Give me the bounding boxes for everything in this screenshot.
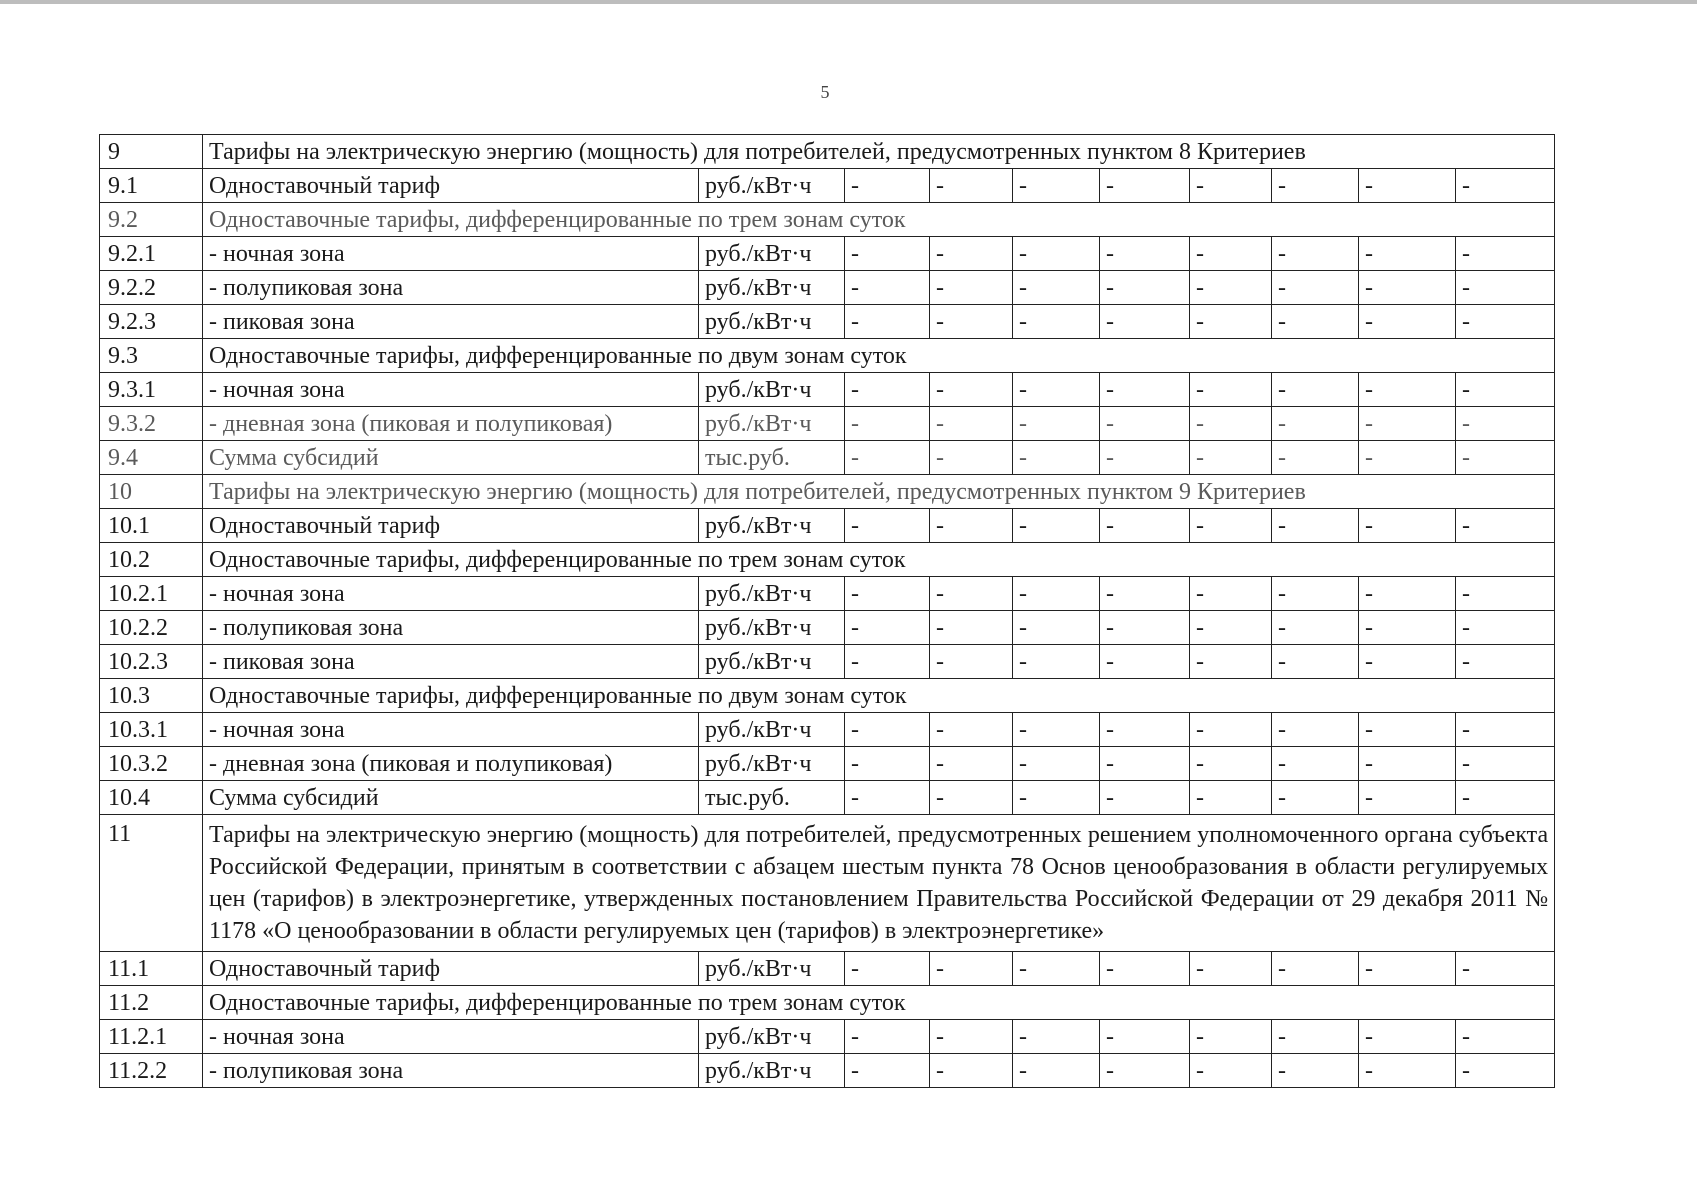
value-cell: - — [930, 781, 1013, 815]
table-row — [100, 203, 1555, 237]
row-number: 10.2.2 — [100, 611, 203, 645]
value-cell: - — [1013, 407, 1100, 441]
value-cell: - — [845, 645, 930, 679]
value-cell: - — [1190, 169, 1272, 203]
value-cell: - — [1272, 781, 1359, 815]
value-cell: - — [1190, 1054, 1272, 1088]
value-cell: - — [1190, 1020, 1272, 1054]
row-unit: руб./кВт·ч — [699, 577, 845, 611]
table-row — [100, 169, 1555, 203]
value-cell: - — [1013, 237, 1100, 271]
value-cell: - — [930, 1054, 1013, 1088]
value-cell: - — [1100, 441, 1190, 475]
value-cell: - — [1100, 713, 1190, 747]
value-cell: - — [1190, 577, 1272, 611]
value-cell: - — [1100, 952, 1190, 986]
row-unit: руб./кВт·ч — [699, 373, 845, 407]
value-cell: - — [1100, 645, 1190, 679]
row-label: Одноставочный тариф — [203, 169, 699, 203]
row-label: - пиковая зона — [203, 645, 699, 679]
value-cell: - — [1359, 713, 1456, 747]
value-cell: - — [1190, 611, 1272, 645]
row-number: 9.1 — [100, 169, 203, 203]
value-cell: - — [1100, 373, 1190, 407]
value-cell: - — [1013, 781, 1100, 815]
value-cell: - — [1100, 237, 1190, 271]
table-row — [100, 645, 1555, 679]
value-cell: - — [1456, 645, 1555, 679]
row-unit: руб./кВт·ч — [699, 1054, 845, 1088]
value-cell: - — [1359, 509, 1456, 543]
value-cell: - — [1190, 373, 1272, 407]
row-unit: руб./кВт·ч — [699, 645, 845, 679]
value-cell: - — [1456, 509, 1555, 543]
value-cell: - — [1013, 509, 1100, 543]
table-row — [100, 713, 1555, 747]
section-title: Одноставочные тарифы, дифференцированные по двум зонам суток — [203, 679, 1555, 713]
table-row — [100, 986, 1555, 1020]
value-cell: - — [930, 952, 1013, 986]
value-cell: - — [1272, 1054, 1359, 1088]
value-cell: - — [1359, 169, 1456, 203]
value-cell: - — [845, 611, 930, 645]
table-row — [100, 475, 1555, 509]
value-cell: - — [1100, 577, 1190, 611]
value-cell: - — [1359, 441, 1456, 475]
row-number: 9.2.3 — [100, 305, 203, 339]
value-cell: - — [1456, 713, 1555, 747]
row-label: - ночная зона — [203, 577, 699, 611]
table-row — [100, 271, 1555, 305]
value-cell: - — [1013, 169, 1100, 203]
row-number: 11.2.1 — [100, 1020, 203, 1054]
table-row — [100, 237, 1555, 271]
value-cell: - — [1100, 1020, 1190, 1054]
value-cell: - — [1272, 611, 1359, 645]
row-number: 9.3.1 — [100, 373, 203, 407]
row-unit: руб./кВт·ч — [699, 407, 845, 441]
value-cell: - — [1013, 577, 1100, 611]
row-number: 10.1 — [100, 509, 203, 543]
value-cell: - — [1456, 305, 1555, 339]
row-unit: руб./кВт·ч — [699, 509, 845, 543]
row-label: - пиковая зона — [203, 305, 699, 339]
value-cell: - — [1456, 611, 1555, 645]
value-cell: - — [930, 611, 1013, 645]
row-unit: руб./кВт·ч — [699, 952, 845, 986]
table-row — [100, 747, 1555, 781]
value-cell: - — [1013, 952, 1100, 986]
value-cell: - — [1100, 611, 1190, 645]
row-label: Одноставочный тариф — [203, 509, 699, 543]
scan-top-edge — [0, 0, 1697, 4]
value-cell: - — [1100, 271, 1190, 305]
row-unit: руб./кВт·ч — [699, 611, 845, 645]
section-title: Тарифы на электрическую энергию (мощность) для потребителей, предусмотренных пунктом 8 Критериев — [203, 135, 1555, 169]
value-cell: - — [1013, 713, 1100, 747]
value-cell: - — [1456, 271, 1555, 305]
table-row — [100, 543, 1555, 577]
section-number: 10.2 — [100, 543, 203, 577]
value-cell: - — [930, 407, 1013, 441]
value-cell: - — [1100, 407, 1190, 441]
table-row — [100, 339, 1555, 373]
value-cell: - — [1190, 407, 1272, 441]
row-unit: руб./кВт·ч — [699, 1020, 845, 1054]
value-cell: - — [1272, 407, 1359, 441]
value-cell: - — [1456, 1054, 1555, 1088]
value-cell: - — [1013, 305, 1100, 339]
value-cell: - — [1359, 373, 1456, 407]
section-title: Одноставочные тарифы, дифференцированные по трем зонам суток — [203, 543, 1555, 577]
value-cell: - — [930, 747, 1013, 781]
table-row — [100, 135, 1555, 169]
row-number: 10.2.3 — [100, 645, 203, 679]
value-cell: - — [1359, 611, 1456, 645]
value-cell: - — [930, 577, 1013, 611]
table-row — [100, 1020, 1555, 1054]
section-number: 11 — [100, 815, 203, 952]
value-cell: - — [1359, 952, 1456, 986]
table-row — [100, 815, 1555, 952]
row-unit: руб./кВт·ч — [699, 237, 845, 271]
section-paragraph: Тарифы на электрическую энергию (мощность) для потребителей, предусмотренных решением уполномоченного органа субъекта Российской Федерации, принятым в соответствии с абзацем шестым пункта 78 Основ ценообразования в области регулируемых цен (тарифов) в электроэнергетике, утвержденных постановлением Правительства Российской Федерации от 29 декабря 2011 № 1178 «О ценообразовании в области регулируемых цен (тарифов) в электроэнергетике» — [203, 815, 1555, 952]
tariff-table — [99, 134, 1555, 1088]
section-number: 10 — [100, 475, 203, 509]
value-cell: - — [1359, 1020, 1456, 1054]
value-cell: - — [930, 237, 1013, 271]
value-cell: - — [1272, 1020, 1359, 1054]
value-cell: - — [845, 509, 930, 543]
table-row — [100, 781, 1555, 815]
value-cell: - — [1190, 509, 1272, 543]
row-number: 9.4 — [100, 441, 203, 475]
table-row — [100, 407, 1555, 441]
value-cell: - — [1359, 1054, 1456, 1088]
row-number: 10.2.1 — [100, 577, 203, 611]
value-cell: - — [845, 441, 930, 475]
value-cell: - — [1359, 237, 1456, 271]
row-unit: тыс.руб. — [699, 441, 845, 475]
row-number: 10.4 — [100, 781, 203, 815]
value-cell: - — [1272, 952, 1359, 986]
value-cell: - — [1190, 781, 1272, 815]
value-cell: - — [845, 305, 930, 339]
value-cell: - — [1272, 509, 1359, 543]
value-cell: - — [1100, 1054, 1190, 1088]
tariff-table-body — [100, 135, 1555, 1088]
value-cell: - — [1272, 645, 1359, 679]
value-cell: - — [1456, 952, 1555, 986]
table-row — [100, 577, 1555, 611]
table-row — [100, 441, 1555, 475]
value-cell: - — [1359, 645, 1456, 679]
value-cell: - — [1359, 271, 1456, 305]
value-cell: - — [1272, 373, 1359, 407]
value-cell: - — [1013, 441, 1100, 475]
value-cell: - — [1100, 747, 1190, 781]
row-label: - ночная зона — [203, 237, 699, 271]
value-cell: - — [1456, 441, 1555, 475]
row-label: - полупиковая зона — [203, 271, 699, 305]
value-cell: - — [845, 271, 930, 305]
value-cell: - — [1013, 645, 1100, 679]
section-number: 9 — [100, 135, 203, 169]
section-number: 9.3 — [100, 339, 203, 373]
table-row — [100, 1054, 1555, 1088]
value-cell: - — [1190, 952, 1272, 986]
value-cell: - — [1100, 509, 1190, 543]
table-row — [100, 679, 1555, 713]
row-unit: руб./кВт·ч — [699, 271, 845, 305]
value-cell: - — [1456, 577, 1555, 611]
value-cell: - — [1100, 781, 1190, 815]
value-cell: - — [1190, 645, 1272, 679]
row-number: 10.3.2 — [100, 747, 203, 781]
value-cell: - — [845, 237, 930, 271]
value-cell: - — [1272, 747, 1359, 781]
value-cell: - — [1013, 747, 1100, 781]
row-unit: руб./кВт·ч — [699, 169, 845, 203]
value-cell: - — [1190, 237, 1272, 271]
row-label: Сумма субсидий — [203, 781, 699, 815]
value-cell: - — [1190, 441, 1272, 475]
value-cell: - — [845, 1020, 930, 1054]
value-cell: - — [845, 407, 930, 441]
value-cell: - — [845, 169, 930, 203]
page-number: 5 — [820, 82, 830, 102]
value-cell: - — [1359, 407, 1456, 441]
value-cell: - — [1456, 781, 1555, 815]
row-number: 9.2.2 — [100, 271, 203, 305]
value-cell: - — [845, 747, 930, 781]
row-label: Сумма субсидий — [203, 441, 699, 475]
value-cell: - — [1456, 373, 1555, 407]
row-unit: руб./кВт·ч — [699, 713, 845, 747]
row-label: Одноставочный тариф — [203, 952, 699, 986]
value-cell: - — [1190, 713, 1272, 747]
row-label: - дневная зона (пиковая и полупиковая) — [203, 747, 699, 781]
value-cell: - — [1359, 781, 1456, 815]
row-label: - дневная зона (пиковая и полупиковая) — [203, 407, 699, 441]
value-cell: - — [1100, 169, 1190, 203]
table-row — [100, 611, 1555, 645]
section-title: Одноставочные тарифы, дифференцированные по трем зонам суток — [203, 203, 1555, 237]
row-unit: руб./кВт·ч — [699, 747, 845, 781]
table-row — [100, 305, 1555, 339]
value-cell: - — [1456, 1020, 1555, 1054]
value-cell: - — [1272, 577, 1359, 611]
section-title: Одноставочные тарифы, дифференцированные по двум зонам суток — [203, 339, 1555, 373]
value-cell: - — [1456, 407, 1555, 441]
section-title: Тарифы на электрическую энергию (мощность) для потребителей, предусмотренных пунктом 9 Критериев — [203, 475, 1555, 509]
value-cell: - — [930, 271, 1013, 305]
value-cell: - — [1013, 373, 1100, 407]
value-cell: - — [1272, 271, 1359, 305]
value-cell: - — [1013, 271, 1100, 305]
table-row — [100, 952, 1555, 986]
value-cell: - — [930, 645, 1013, 679]
row-label: - ночная зона — [203, 373, 699, 407]
value-cell: - — [845, 781, 930, 815]
table-row — [100, 373, 1555, 407]
row-label: - ночная зона — [203, 713, 699, 747]
value-cell: - — [930, 441, 1013, 475]
row-unit: тыс.руб. — [699, 781, 845, 815]
value-cell: - — [930, 169, 1013, 203]
value-cell: - — [930, 713, 1013, 747]
value-cell: - — [1013, 1020, 1100, 1054]
value-cell: - — [1190, 747, 1272, 781]
section-number: 11.2 — [100, 986, 203, 1020]
value-cell: - — [845, 713, 930, 747]
value-cell: - — [1359, 577, 1456, 611]
value-cell: - — [1013, 1054, 1100, 1088]
value-cell: - — [1359, 747, 1456, 781]
row-number: 11.1 — [100, 952, 203, 986]
value-cell: - — [1272, 441, 1359, 475]
value-cell: - — [930, 1020, 1013, 1054]
table-row — [100, 509, 1555, 543]
value-cell: - — [1272, 237, 1359, 271]
row-label: - полупиковая зона — [203, 611, 699, 645]
value-cell: - — [1190, 305, 1272, 339]
row-label: - ночная зона — [203, 1020, 699, 1054]
section-number: 10.3 — [100, 679, 203, 713]
value-cell: - — [1272, 169, 1359, 203]
value-cell: - — [1100, 305, 1190, 339]
value-cell: - — [930, 509, 1013, 543]
value-cell: - — [930, 305, 1013, 339]
row-number: 11.2.2 — [100, 1054, 203, 1088]
value-cell: - — [1456, 747, 1555, 781]
row-unit: руб./кВт·ч — [699, 305, 845, 339]
value-cell: - — [1456, 169, 1555, 203]
value-cell: - — [1190, 271, 1272, 305]
value-cell: - — [1013, 611, 1100, 645]
value-cell: - — [845, 952, 930, 986]
row-number: 10.3.1 — [100, 713, 203, 747]
value-cell: - — [1359, 305, 1456, 339]
section-title: Одноставочные тарифы, дифференцированные по трем зонам суток — [203, 986, 1555, 1020]
value-cell: - — [930, 373, 1013, 407]
value-cell: - — [845, 577, 930, 611]
value-cell: - — [1456, 237, 1555, 271]
row-label: - полупиковая зона — [203, 1054, 699, 1088]
row-number: 9.3.2 — [100, 407, 203, 441]
section-number: 9.2 — [100, 203, 203, 237]
value-cell: - — [845, 1054, 930, 1088]
row-number: 9.2.1 — [100, 237, 203, 271]
value-cell: - — [1272, 305, 1359, 339]
value-cell: - — [845, 373, 930, 407]
value-cell: - — [1272, 713, 1359, 747]
